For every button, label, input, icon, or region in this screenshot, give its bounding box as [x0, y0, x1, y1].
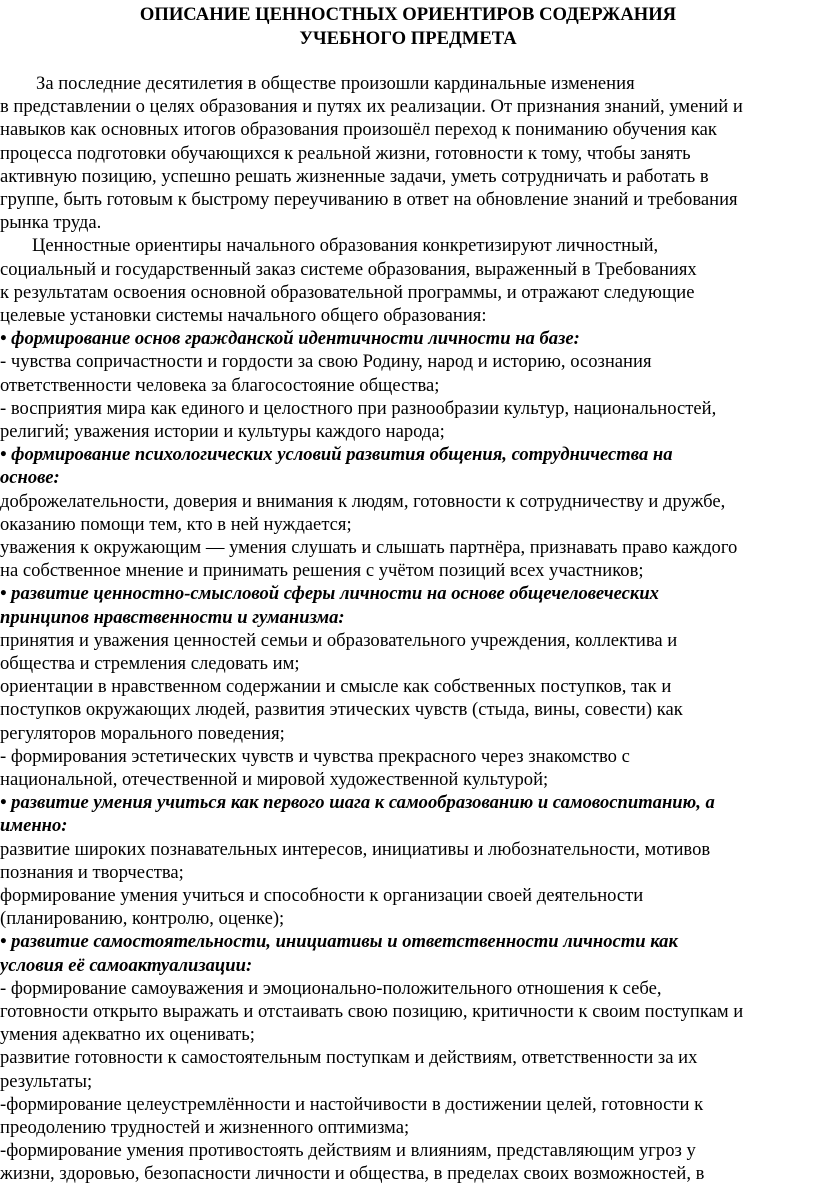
paragraph-line: рынка труда. [0, 212, 102, 234]
paragraph-line: умения адекватно их оценивать; [0, 1024, 255, 1046]
section-heading-line: • развитие самостоятельности, инициативы и ответственности личности как [0, 931, 678, 953]
paragraph-line: (планированию, контролю, оценке); [0, 908, 285, 930]
section-heading-line: • развитие ценностно-смысловой сферы личности на основе общечеловеческих [0, 583, 659, 605]
page-title-line-2: УЧЕБНОГО ПРЕДМЕТА [299, 27, 517, 49]
paragraph-line: активную позицию, успешно решать жизненные задачи, уметь сотрудничать и работать в [0, 165, 709, 187]
paragraph-line: оказанию помощи тем, кто в ней нуждается; [0, 513, 352, 535]
paragraph-line: в представлении о целях образования и путях их реализации. От признания знаний, умений и [0, 96, 743, 118]
paragraph-line: группе, быть готовым к быстрому переучиванию в ответ на обновление знаний и требования [0, 189, 738, 210]
section-heading-line: основе: [0, 467, 60, 489]
paragraph-line: формирование умения учиться и способности к организации своей деятельности [0, 885, 644, 906]
page-title-line-1: ОПИСАНИЕ ЦЕННОСТНЫХ ОРИЕНТИРОВ СОДЕРЖАНИЯ [139, 4, 677, 25]
paragraph-line: национальной, отечественной и мировой художественной культурой; [0, 769, 549, 790]
paragraph-line: ориентации в нравственном содержании и смысле как собственных поступков, так и [0, 676, 672, 698]
paragraph-line: - восприятия мира как единого и целостного при разнообразии культур, национальностей, [0, 397, 717, 419]
paragraph-line: к результатам освоения основной образовательной программы, и отражают следующие [0, 281, 695, 303]
paragraph-line: - формирования эстетических чувств и чувства прекрасного через знакомство с [0, 745, 630, 767]
section-heading-line: условия её самоактуализации: [0, 954, 253, 976]
paragraph-line: Ценностные ориентиры начального образования конкретизируют личностный, [32, 235, 659, 257]
paragraph-line: религий; уважения истории и культуры каждого народа; [0, 421, 445, 442]
section-heading-line: • формирование основ гражданской идентичности личности на базе: [0, 328, 580, 350]
paragraph-line: социальный и государственный заказ системе образования, выраженный в Требованиях [0, 258, 697, 280]
paragraph-line: регуляторов морального поведения; [0, 722, 285, 744]
paragraph-line: готовности открыто выражать и отстаивать свою позицию, критичности к своим поступкам и [0, 1001, 744, 1022]
paragraph-line: результаты; [0, 1070, 93, 1092]
section-heading-line: • развитие умения учиться как первого шага к самообразованию и самовоспитанию, а [0, 792, 715, 814]
paragraph-line: За последние десятилетия в обществе произошли кардинальные изменения [36, 73, 635, 94]
paragraph-line: развитие готовности к самостоятельным поступкам и действиям, ответственности за их [0, 1047, 698, 1069]
paragraph-line: уважения к окружающим — умения слушать и слышать партнёра, признавать право каждого [0, 537, 738, 558]
paragraph-line: процесса подготовки обучающихся к реальной жизни, готовности к тому, чтобы занять [0, 142, 691, 164]
paragraph-line: доброжелательности, доверия и внимания к людям, готовности к сотрудничеству и дружбе, [0, 490, 726, 512]
paragraph-line: жизни, здоровью, безопасности личности и общества, в пределах своих возможностей, в [0, 1163, 705, 1185]
paragraph-line: на собственное мнение и принимать решения с учётом позиций всех участников; [0, 560, 644, 582]
paragraph-line: целевые установки системы начального общего образования: [0, 305, 487, 326]
page-title [0, 3, 816, 50]
paragraph-line: общества и стремления следовать им; [0, 653, 300, 674]
paragraph-line: преодолению трудностей и жизненного оптимизма; [0, 1117, 410, 1138]
paragraph-line: принятия и уважения ценностей семьи и образовательного учреждения, коллектива и [0, 629, 678, 651]
paragraph-line: ответственности человека за благосостояние общества; [0, 374, 440, 396]
section-heading-line: принципов нравственности и гуманизма: [0, 606, 345, 628]
paragraph-line: поступков окружающих людей, развития этических чувств (стыда, вины, совести) как [0, 699, 683, 721]
paragraph-line: навыков как основных итогов образования произошёл переход к пониманию обучения как [0, 119, 717, 141]
section-heading-line: • формирование психологических условий развития общения, сотрудничества на [0, 444, 673, 466]
paragraph-line: -формирование целеустремлённости и настойчивости в достижении целей, готовности к [0, 1093, 704, 1115]
section-heading-line: именно: [0, 815, 68, 837]
paragraph-line: развитие широких познавательных интересов, инициативы и любознательности, мотивов [0, 838, 711, 860]
paragraph-line: - формирование самоуважения и эмоционально-положительного отношения к себе, [0, 977, 662, 999]
paragraph-line: -формирование умения противостоять действиям и влияниям, представляющим угроз у [0, 1140, 696, 1162]
paragraph-line: - чувства сопричастности и гордости за свою Родину, народ и историю, осознания [0, 351, 652, 373]
paragraph-line: познания и творчества; [0, 861, 184, 883]
